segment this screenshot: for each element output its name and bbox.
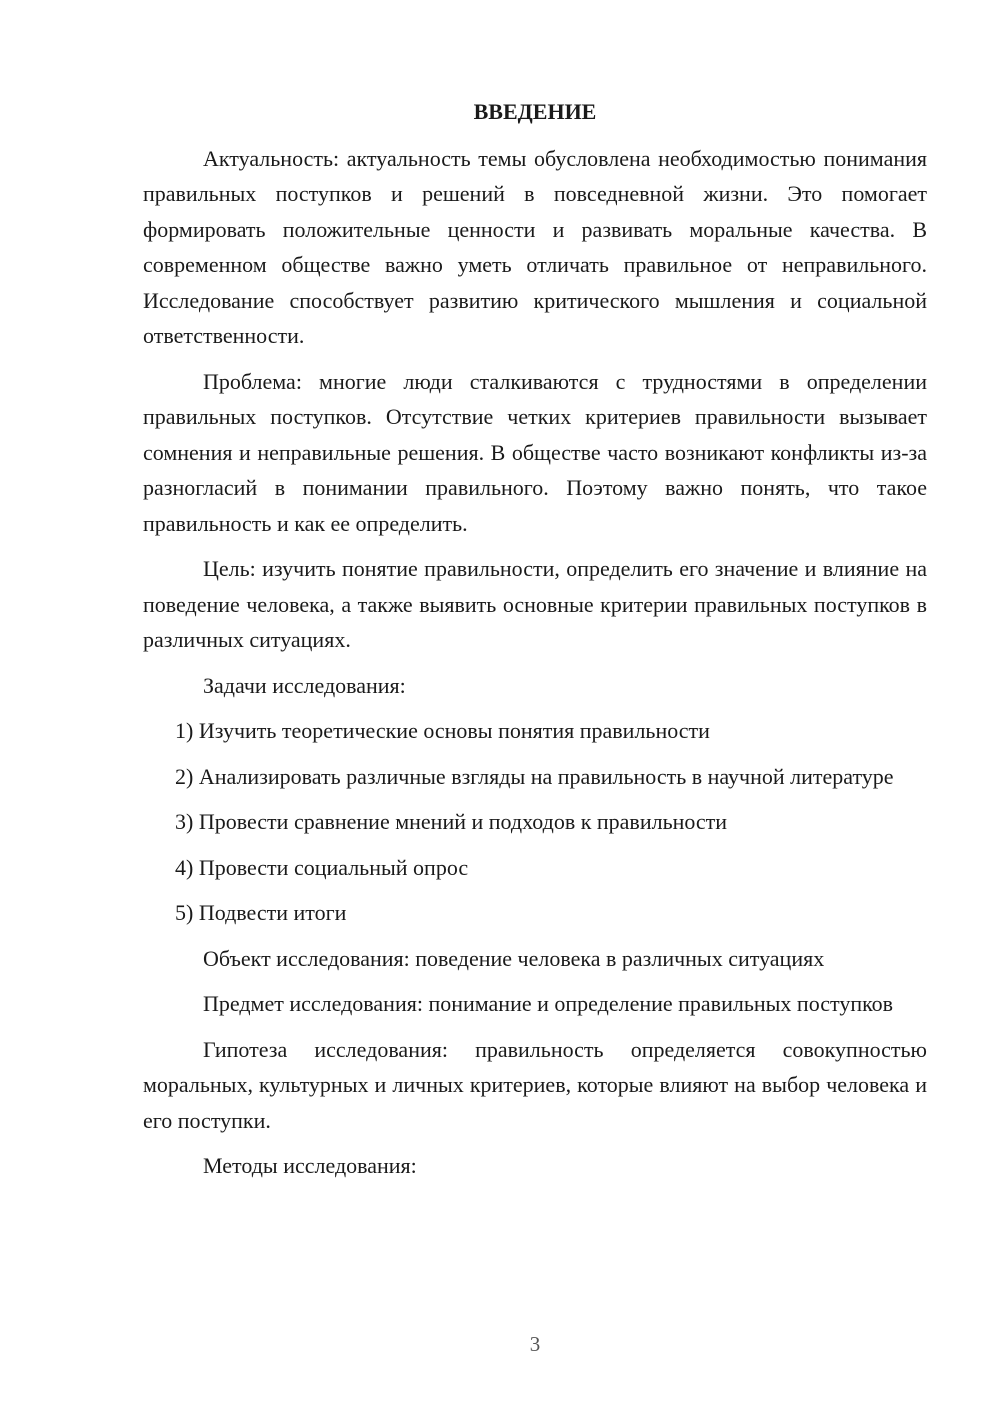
object-paragraph: Объект исследования: поведение человека в различных ситуациях [203,945,825,971]
task-item-2: 2) Анализировать различные взгляды на правильность в научной литературе [175,763,894,789]
page-number: 3 [529,1332,541,1356]
section-title: ВВЕДЕНИЕ [473,99,597,124]
tasks-heading: Задачи исследования: [203,672,406,698]
task-item-5: 5) Подвести итоги [175,900,347,925]
methods-heading: Методы исследования: [203,1153,417,1178]
task-item-3: 3) Провести сравнение мнений и подходов к правильности [175,809,728,834]
goal-paragraph: Цель: изучить понятие правильности, определить его значение и влияние на поведение человека, а также выявить основные критерии правильных поступков в различных ситуациях. [143,556,927,652]
task-item-1: 1) Изучить теоретические основы понятия правильности [175,718,710,743]
page-content [143,94,927,1194]
hypothesis-paragraph: Гипотеза исследования: правильность определяется совокупностью моральных, культурных и личных критериев, которые влияют на выбор человека и его поступки. [143,1036,927,1133]
task-item-4: 4) Провести социальный опрос [175,854,469,880]
subject-paragraph: Предмет исследования: понимание и определение правильных поступков [203,991,894,1016]
relevance-paragraph: Актуальность: актуальность темы обусловлена необходимостью понимания правильных поступков и решений в повседневной жизни. Это помогает формировать положительные ценности и развивать моральные качества. В современном обществе важно уметь отличать правильное от неправильного. Исследование способствует развитию критического мышления и социальной ответственности. [143,145,927,348]
problem-paragraph: Проблема: многие люди сталкиваются с трудностями в определении правильных поступков. Отсутствие четких критериев правильности вызывает сомнения и неправильные решения. В обществе часто возникают конфликты из-за разногласий в понимании правильного. Поэтому важно понять, что такое правильность и как ее определить. [143,368,927,536]
